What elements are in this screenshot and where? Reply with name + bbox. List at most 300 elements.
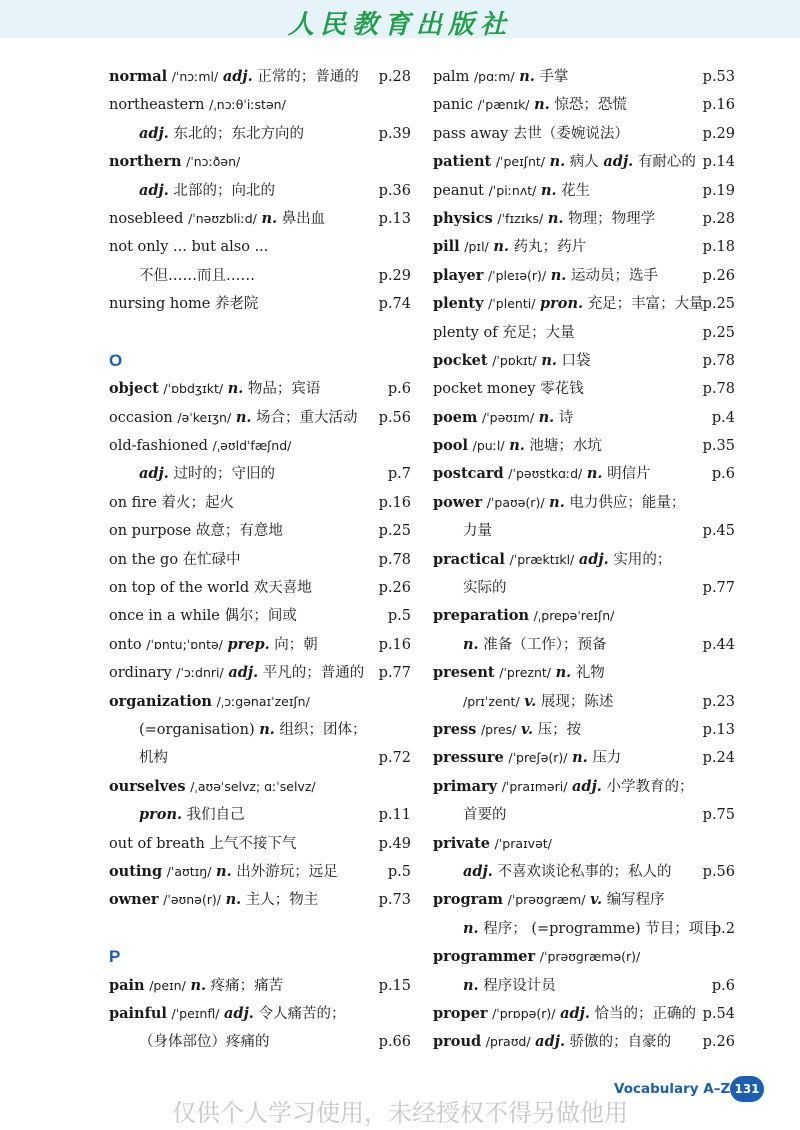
definition: 零花钱 [540, 381, 584, 398]
glossary-entry [433, 375, 735, 403]
headword: power [433, 493, 483, 511]
glossary-entry [433, 460, 735, 488]
glossary-entry [109, 63, 411, 91]
section-gap [109, 319, 411, 347]
glossary-entry [433, 1028, 735, 1056]
definition: 欢天喜地 [253, 580, 312, 597]
phonetic: /ˈprɒpə(r)/ [492, 1005, 556, 1021]
glossary-entry-continuation [109, 120, 411, 148]
page-reference: p.24 [702, 750, 735, 767]
definition: 程序； [483, 920, 527, 937]
glossary-entry-continuation [109, 262, 411, 290]
definition: 着火；起火 [161, 494, 234, 511]
page-reference: p.15 [378, 977, 411, 994]
definition: 向；朝 [274, 636, 318, 653]
glossary-entry-continuation [109, 716, 411, 744]
glossary-entry [433, 233, 735, 261]
definition: 诗 [558, 409, 574, 426]
headword: primary [433, 777, 498, 795]
glossary-entry [109, 489, 411, 517]
glossary-entry [433, 205, 735, 233]
page-reference: p.75 [702, 807, 735, 824]
definition: 充足；大量 [502, 324, 575, 341]
page-reference: p.78 [702, 352, 735, 369]
glossary-entry-continuation [109, 177, 411, 205]
headword: poem [433, 408, 478, 426]
headword: pill [433, 238, 460, 256]
page-reference: p.11 [378, 807, 411, 824]
headword: ordinary [109, 665, 172, 682]
page-reference: p.13 [378, 210, 411, 227]
definition: 有耐心的 [637, 154, 696, 171]
page-reference: p.49 [378, 835, 411, 852]
part-of-speech: adj. [224, 1004, 254, 1022]
definition: 准备（工作）；预备 [483, 636, 607, 653]
phonetic: /ˌnɔːθˈiːstən/ [209, 97, 286, 113]
glossary-entry [109, 773, 411, 801]
glossary-entry [433, 432, 735, 460]
glossary-entry [109, 404, 411, 432]
part-of-speech: n. [463, 976, 479, 994]
glossary-entry [433, 716, 735, 744]
headword: practical [433, 550, 505, 568]
definition: 物理；物理学 [568, 210, 656, 227]
headword: painful [109, 1004, 167, 1022]
glossary-entry [433, 91, 735, 119]
definition: 程序设计员 [483, 977, 556, 994]
glossary-entry [109, 290, 411, 318]
phonetic: /əˈkeɪʒn/ [177, 409, 232, 425]
phonetic: /ˈpaʊə(r)/ [486, 494, 545, 510]
definition: 实际的 [463, 580, 507, 597]
part-of-speech: n. [509, 437, 525, 455]
glossary-entry-continuation [433, 631, 735, 659]
glossary-entry [433, 262, 735, 290]
headword: preparation [433, 607, 529, 625]
phonetic: /pɪl/ [464, 239, 489, 255]
phonetic: /ˈpreʃə(r)/ [508, 750, 568, 766]
part-of-speech: n. [235, 408, 252, 426]
page-reference: p.6 [387, 381, 411, 398]
definition: 力量 [463, 523, 492, 540]
definition: 平凡的；普通的 [262, 665, 365, 682]
definition: 电力供应；能量； [569, 494, 686, 511]
definition: 首要的 [463, 807, 507, 824]
definition: 上气不接下气 [209, 835, 297, 852]
headword: not only ... but also ... [109, 239, 269, 256]
page-reference: p.5 [387, 863, 411, 880]
phonetic: /ˈpəʊstkɑːd/ [508, 466, 583, 482]
page-reference: p.74 [378, 296, 411, 313]
headword: pain [109, 976, 145, 994]
glossary-entry [109, 602, 411, 630]
headword: plenty [433, 295, 484, 313]
glossary-entry-continuation [433, 517, 735, 545]
glossary-entry [109, 205, 411, 233]
headword: onto [109, 636, 142, 653]
headword: on purpose [109, 523, 192, 540]
headword: present [433, 664, 495, 682]
part-of-speech: adj. [139, 181, 169, 199]
definition: 不但……而且…… [139, 267, 255, 284]
glossary-entry [433, 120, 735, 148]
definition: 小学教育的； [606, 778, 694, 795]
headword: on top of the world [109, 580, 250, 597]
section-gap [109, 915, 411, 943]
page-reference: p.56 [702, 863, 735, 880]
page-reference: p.25 [378, 523, 411, 540]
glossary-column-right [433, 63, 735, 1057]
glossary-entry [109, 830, 411, 858]
headword: player [433, 266, 484, 284]
glossary-entry [109, 631, 411, 659]
page-reference: p.53 [702, 69, 735, 85]
glossary-entry [433, 63, 735, 91]
glossary-entry [109, 972, 411, 1000]
part-of-speech: n. [541, 351, 557, 369]
definition: 令人痛苦的； [258, 1005, 346, 1022]
phonetic: /ˈpleɪə(r)/ [487, 267, 547, 283]
phonetic: /praʊd/ [485, 1034, 531, 1050]
definition: 过时的；守旧的 [173, 466, 275, 483]
part-of-speech: n. [586, 465, 603, 483]
phonetic: /ˌɔːgənaɪˈzeɪʃn/ [216, 693, 310, 709]
definition: 场合；重大活动 [256, 409, 358, 426]
headword: panic [433, 97, 474, 114]
phonetic: /ˌəʊldˈfæʃnd/ [212, 438, 292, 454]
definition: 故意；有意地 [195, 523, 283, 540]
glossary-entry [109, 574, 411, 602]
phonetic: /ˈɒbdʒɪkt/ [163, 381, 224, 397]
glossary-entry-continuation [433, 972, 735, 1000]
phonetic: /ˈpiːnʌt/ [488, 182, 537, 198]
glossary-entry [433, 659, 735, 687]
headword: normal [109, 68, 168, 85]
phonetic: /ˈpɒkɪt/ [492, 352, 537, 368]
phonetic: /ˈɔːdnri/ [176, 665, 224, 681]
definition: 我们自己 [186, 807, 245, 824]
definition: 鼻出血 [281, 210, 326, 227]
page-reference: p.18 [702, 239, 735, 256]
page-reference: p.28 [378, 69, 411, 85]
page-reference: p.7 [387, 466, 411, 483]
part-of-speech: n. [550, 266, 567, 284]
phonetic: /ˌaʊəˈselvz; ɑːˈselvz/ [190, 778, 316, 794]
headword: private [433, 834, 491, 852]
part-of-speech: v. [524, 692, 537, 710]
definition: 展现；陈述 [540, 693, 614, 710]
glossary-entry [433, 546, 735, 574]
headword: proud [433, 1033, 482, 1051]
part-of-speech: n. [463, 919, 479, 937]
part-of-speech: n. [538, 408, 555, 426]
part-of-speech: prep. [227, 635, 270, 653]
glossary-entry-continuation [433, 688, 735, 716]
glossary-entry [433, 404, 735, 432]
page-reference: p.56 [378, 409, 411, 426]
glossary-entry [109, 375, 411, 403]
glossary-entry-continuation [433, 858, 735, 886]
headword: on the go [109, 551, 179, 568]
headword: northeastern [109, 97, 205, 114]
part-of-speech: adj. [572, 777, 602, 795]
phonetic: /ˈprəʊgræmə(r)/ [539, 949, 641, 965]
page-reference: p.45 [702, 523, 735, 540]
glossary-entry [109, 233, 411, 261]
headword: peanut [433, 182, 485, 199]
phonetic: /puːl/ [472, 438, 505, 454]
glossary-entry [433, 744, 735, 772]
definition: 运动员；选手 [570, 267, 658, 284]
phonetic: /ˈpeɪnfl/ [171, 1005, 220, 1021]
glossary-entry [109, 659, 411, 687]
glossary-entry-continuation [433, 574, 735, 602]
definition: 实用的； [613, 551, 672, 568]
part-of-speech: v. [521, 720, 534, 738]
page-reference: p.19 [702, 182, 735, 199]
glossary-entry-continuation [433, 915, 735, 943]
headword: on fire [109, 494, 157, 511]
phonetic: /ˈnɔːml/ [171, 69, 219, 84]
page-reference: p.16 [378, 494, 411, 511]
definition: 在忙碌中 [182, 551, 241, 568]
glossary-entry [433, 602, 735, 630]
glossary-entry-continuation [109, 460, 411, 488]
definition: 去世（委婉说法） [512, 125, 629, 142]
part-of-speech: adj. [560, 1004, 590, 1022]
page-reference: p.26 [702, 1034, 735, 1051]
part-of-speech: adj. [139, 124, 169, 142]
headword: organization [109, 692, 212, 710]
definition: 偶尔；间或 [224, 608, 297, 625]
definition: 压；按 [537, 721, 582, 738]
part-of-speech: n. [259, 720, 275, 738]
part-of-speech: n. [547, 209, 564, 227]
headword: patient [433, 153, 492, 171]
footer-section-label: Vocabulary A–Z [614, 1081, 731, 1097]
headword: object [109, 380, 159, 398]
page-reference: p.72 [378, 750, 411, 767]
definition: 充足；丰富；大量 [587, 296, 704, 313]
headword: palm [433, 69, 470, 85]
headword: owner [109, 891, 159, 909]
definition: 礼物 [575, 665, 605, 682]
definition: 组织；团体； [279, 721, 367, 738]
glossary-entry [433, 943, 735, 971]
headword: press [433, 720, 477, 738]
part-of-speech: n. [463, 635, 479, 653]
part-of-speech: adj. [222, 68, 253, 85]
part-of-speech: n. [555, 664, 572, 682]
part-of-speech: n. [572, 749, 588, 767]
section-letter-heading: O [109, 350, 123, 370]
part-of-speech: n. [225, 891, 242, 909]
part-of-speech: n. [261, 209, 278, 227]
phonetic: /pɑːm/ [473, 69, 515, 84]
glossary-entry [109, 688, 411, 716]
definition: 编写程序 [606, 892, 665, 909]
part-of-speech: adj. [139, 465, 169, 483]
definition: 正常的；普通的 [257, 69, 359, 85]
headword: outing [109, 862, 163, 880]
definition: 东北的；东北方向的 [173, 125, 304, 142]
phonetic: /ˈɒntu;ˈɒntə/ [146, 636, 223, 652]
part-of-speech: pron. [540, 295, 584, 313]
page-reference: p.44 [702, 636, 735, 653]
page-reference: p.77 [702, 580, 735, 597]
headword: northern [109, 153, 182, 171]
page-reference: p.66 [378, 1034, 411, 1051]
headword: nosebleed [109, 210, 184, 227]
phonetic: /ˈəʊnə(r)/ [163, 892, 221, 908]
part-of-speech: adj. [463, 862, 493, 880]
page-reference: p.39 [378, 125, 411, 142]
glossary-entry [433, 319, 735, 347]
headword: old-fashioned [109, 438, 208, 455]
part-of-speech: adj. [578, 550, 609, 568]
phonetic: /ˈpraɪvət/ [494, 835, 552, 851]
headword: programmer [433, 948, 536, 966]
publisher-logo: 人民教育出版社 [287, 10, 512, 40]
part-of-speech: n. [493, 238, 509, 256]
headword: pressure [433, 749, 504, 767]
glossary-entry [109, 858, 411, 886]
glossary-entry [109, 517, 411, 545]
glossary-column-left [109, 63, 411, 1057]
headword: ourselves [109, 777, 186, 795]
phonetic: /ˈfɪzɪks/ [497, 210, 544, 226]
definition: 花生 [561, 182, 591, 199]
page-reference: p.16 [702, 97, 735, 114]
page-reference: p.2 [711, 920, 735, 937]
page-reference: p.29 [702, 125, 735, 142]
definition: 药丸；药片 [513, 239, 587, 256]
page-reference: p.6 [711, 466, 735, 483]
definition: 压力 [592, 750, 622, 767]
definition: 疼痛；痛苦 [210, 977, 284, 994]
glossary-entry [109, 148, 411, 176]
glossary-entry [433, 347, 735, 375]
definition: 明信片 [607, 466, 651, 483]
definition: 主人；物主 [245, 892, 319, 909]
part-of-speech: adj. [228, 664, 259, 682]
phonetic: /ˌprepəˈreɪʃn/ [533, 608, 615, 624]
headword: pass away [433, 125, 509, 142]
headword: pool [433, 437, 468, 455]
definition: 口袋 [561, 352, 591, 369]
page-reference: p.26 [702, 267, 735, 284]
part-of-speech: pron. [139, 806, 183, 824]
page-reference: p.5 [387, 608, 411, 625]
glossary-entry [109, 546, 411, 574]
page-reference: p.25 [702, 296, 735, 313]
page-reference: p.4 [711, 409, 735, 426]
phonetic: /ˈnəʊzbliːd/ [188, 210, 257, 226]
phonetic: /ˈpreznt/ [499, 665, 551, 681]
phonetic: /ˈpeɪʃnt/ [495, 154, 545, 170]
definition: 节目；项目 [645, 920, 718, 937]
watermark: 仅供个人学习使用，未经授权不得另做他用 [172, 1099, 628, 1127]
page-number-badge: 131 [730, 1076, 764, 1102]
page-reference: p.73 [378, 892, 411, 909]
alt-spelling: (=programme) [531, 920, 641, 937]
headword: physics [433, 209, 493, 227]
glossary-entry [433, 489, 735, 517]
headword: plenty of [433, 324, 498, 341]
phonetic: /ˈpəʊɪm/ [482, 409, 535, 425]
part-of-speech: n. [190, 976, 207, 994]
definition: 恰当的；正确的 [594, 1005, 697, 1022]
glossary-entry [109, 91, 411, 119]
headword: postcard [433, 465, 504, 483]
definition: 出外游玩；远足 [236, 863, 338, 880]
part-of-speech: n. [549, 153, 566, 171]
phonetic: /peɪn/ [149, 977, 186, 993]
part-of-speech: adj. [535, 1033, 566, 1051]
page-reference: p.35 [702, 438, 735, 455]
glossary-entry [433, 773, 735, 801]
phonetic: /ˈnɔːðən/ [186, 154, 241, 170]
page-reference: p.78 [702, 381, 735, 398]
phonetic: /ˈprəʊgræm/ [507, 892, 586, 908]
definition: 病人 [569, 154, 599, 171]
part-of-speech: n. [549, 493, 565, 511]
phonetic: /ˈplenti/ [488, 296, 536, 312]
part-of-speech: n. [519, 68, 535, 85]
alt-spelling: (=organisation) [139, 721, 255, 738]
glossary-entry [109, 432, 411, 460]
definition: 骄傲的；自豪的 [569, 1034, 672, 1051]
glossary-entry [433, 290, 735, 318]
page-reference: p.29 [378, 267, 411, 284]
page-reference: p.6 [711, 977, 735, 994]
definition: 惊恐；恐慌 [554, 97, 627, 114]
part-of-speech: v. [590, 891, 603, 909]
definition: 不喜欢谈论私事的；私人的 [497, 863, 672, 880]
headword: once in a while [109, 608, 220, 625]
part-of-speech: n. [534, 96, 550, 114]
section-letter-heading: P [109, 947, 121, 967]
definition: 养老院 [214, 296, 259, 313]
phonetic: /ˈpraɪməri/ [501, 778, 568, 794]
phonetic: /ˈpænɪk/ [477, 97, 530, 113]
definition: 池塘；水坑 [529, 438, 602, 455]
page-reference: p.13 [702, 721, 735, 738]
page-reference: p.28 [702, 210, 735, 227]
glossary-entry-continuation [109, 801, 411, 829]
part-of-speech: n. [227, 380, 244, 398]
glossary-entry [433, 177, 735, 205]
glossary-entry-continuation [109, 1028, 411, 1056]
page-reference: p.25 [702, 324, 735, 341]
headword: pocket [433, 351, 488, 369]
glossary-entry [433, 148, 735, 176]
glossary-entry [433, 830, 735, 858]
page-reference: p.23 [702, 693, 735, 710]
glossary-entry [109, 886, 411, 914]
definition: 北部的；向北的 [173, 182, 275, 199]
glossary-entry [109, 1000, 411, 1028]
page-reference: p.26 [378, 580, 411, 597]
phonetic: /prɪˈzent/ [463, 693, 520, 709]
headword: occasion [109, 409, 173, 426]
page-reference: p.36 [378, 182, 411, 199]
glossary-entry [433, 1000, 735, 1028]
definition: 手掌 [539, 69, 569, 85]
glossary-entry-continuation [109, 744, 411, 772]
definition: 物品；宾语 [247, 381, 321, 398]
page-reference: p.78 [378, 551, 411, 568]
